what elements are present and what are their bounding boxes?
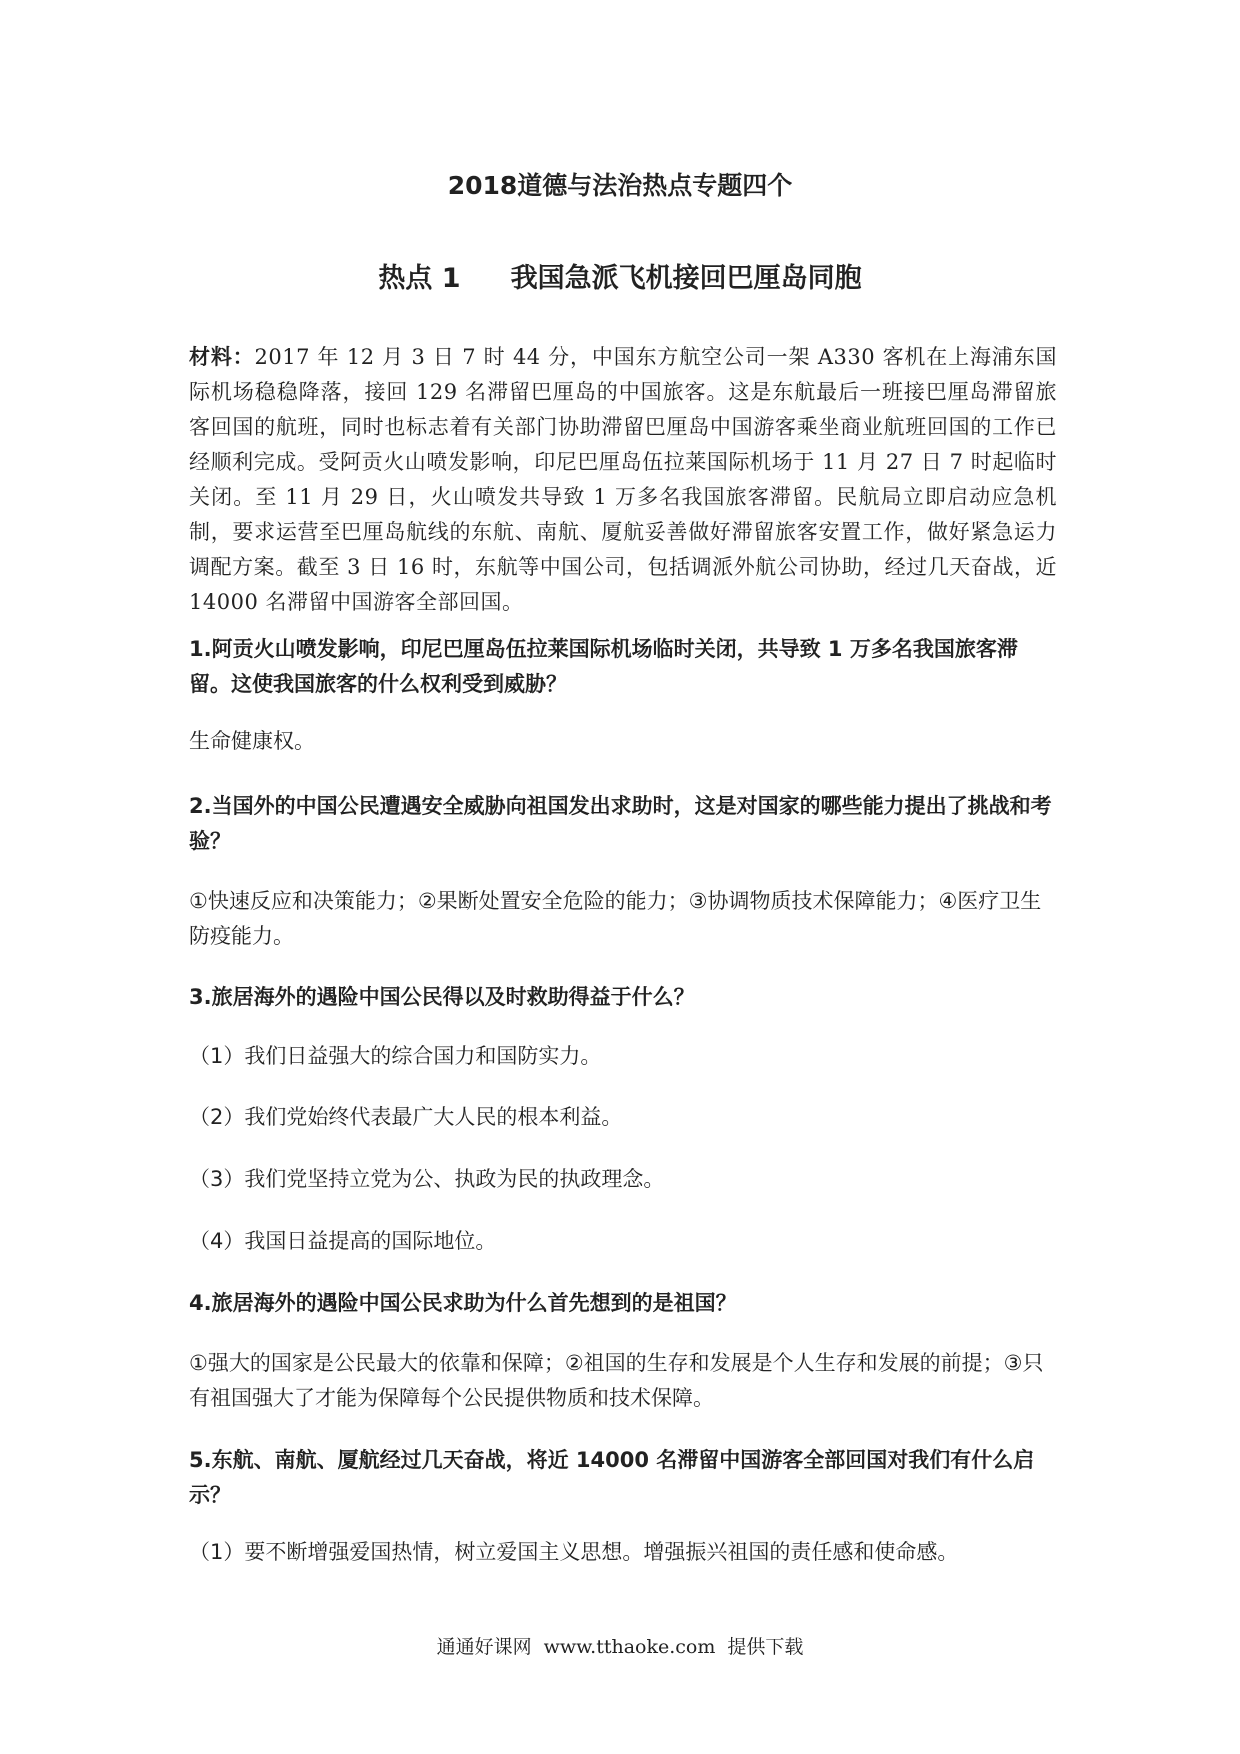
material-label: 材料： bbox=[189, 345, 255, 369]
document-title: 2018道德与法治热点专题四个 bbox=[447, 171, 793, 200]
topic-text: 我国急派飞机接回巴厘岛同胞 bbox=[510, 263, 862, 294]
question-3: 3.旅居海外的遇险中国公民得以及时救助得益于什么？ bbox=[189, 985, 695, 1009]
question-2: 2.当国外的中国公民遭遇安全威胁向祖国发出求助时，这是对国家的哪些能力提出了挑战和考验？ bbox=[189, 794, 1052, 853]
topic-label: 热点 1 bbox=[378, 263, 461, 294]
answer-1: 生命健康权。 bbox=[189, 729, 315, 753]
material-text: 2017 年 12 月 3 日 7 时 44 分，中国东方航空公司一架 A330 客机在上海浦东国际机场稳稳降落，接回 129 名滞留巴厘岛的中国旅客。这是东航最后一班接巴厘岛滞留旅客回国的航班，同时也标志着有关部门协助滞留巴厘岛中国游客乘坐商业航班回国的工作已经顺利完成。受阿贡火山喷发影响，印尼巴厘岛伍拉莱国际机场于 11 月 27 日 7 时起临时关闭。至 11 月 29 日，火山喷发共导致 1 万多名我国旅客滞留。民航局立即启动应急机制，要求运营至巴厘岛航线的东航、南航、厦航妥善做好滞留旅客安置工作，做好紧急运力调配方案。截至 3 日 16 时，东航等中国公司，包括调派外航公司协助，经过几天奋战，近 14000 名滞留中国游客全部回国。 bbox=[189, 345, 1057, 614]
answer-5-1: （1）要不断增强爱国热情，树立爱国主义思想。增强振兴祖国的责任感和使命感。 bbox=[189, 1540, 959, 1564]
footer-suffix: 提供下载 bbox=[727, 1636, 804, 1658]
answer-3-3: （3）我们党坚持立党为公、执政为民的执政理念。 bbox=[189, 1167, 665, 1191]
question-4: 4.旅居海外的遇险中国公民求助为什么首先想到的是祖国？ bbox=[189, 1291, 737, 1315]
question-1: 1.阿贡火山喷发影响，印尼巴厘岛伍拉莱国际机场临时关闭，共导致 1 万多名我国旅客滞留。这使我国旅客的什么权利受到威胁？ bbox=[189, 637, 1018, 696]
material-paragraph bbox=[189, 340, 1057, 620]
footer-site: 通通好课网 bbox=[436, 1636, 532, 1658]
footer bbox=[0, 1632, 1240, 1659]
footer-url[interactable]: www.tthaoke.com bbox=[543, 1636, 716, 1658]
answer-3-2: （2）我们党始终代表最广大人民的根本利益。 bbox=[189, 1105, 623, 1129]
answer-2: ①快速反应和决策能力；②果断处置安全危险的能力；③协调物质技术保障能力；④医疗卫生防疫能力。 bbox=[189, 889, 1042, 948]
answer-3-1: （1）我们日益强大的综合国力和国防实力。 bbox=[189, 1044, 602, 1068]
question-5: 5.东航、南航、厦航经过几天奋战，将近 14000 名滞留中国游客全部回国对我们有什么启示？ bbox=[189, 1448, 1035, 1507]
topic-heading bbox=[0, 256, 1240, 295]
answer-3-4: （4）我国日益提高的国际地位。 bbox=[189, 1229, 497, 1253]
answer-4: ①强大的国家是公民最大的依靠和保障；②祖国的生存和发展是个人生存和发展的前提；③只有祖国强大了才能为保障每个公民提供物质和技术保障。 bbox=[189, 1351, 1044, 1410]
